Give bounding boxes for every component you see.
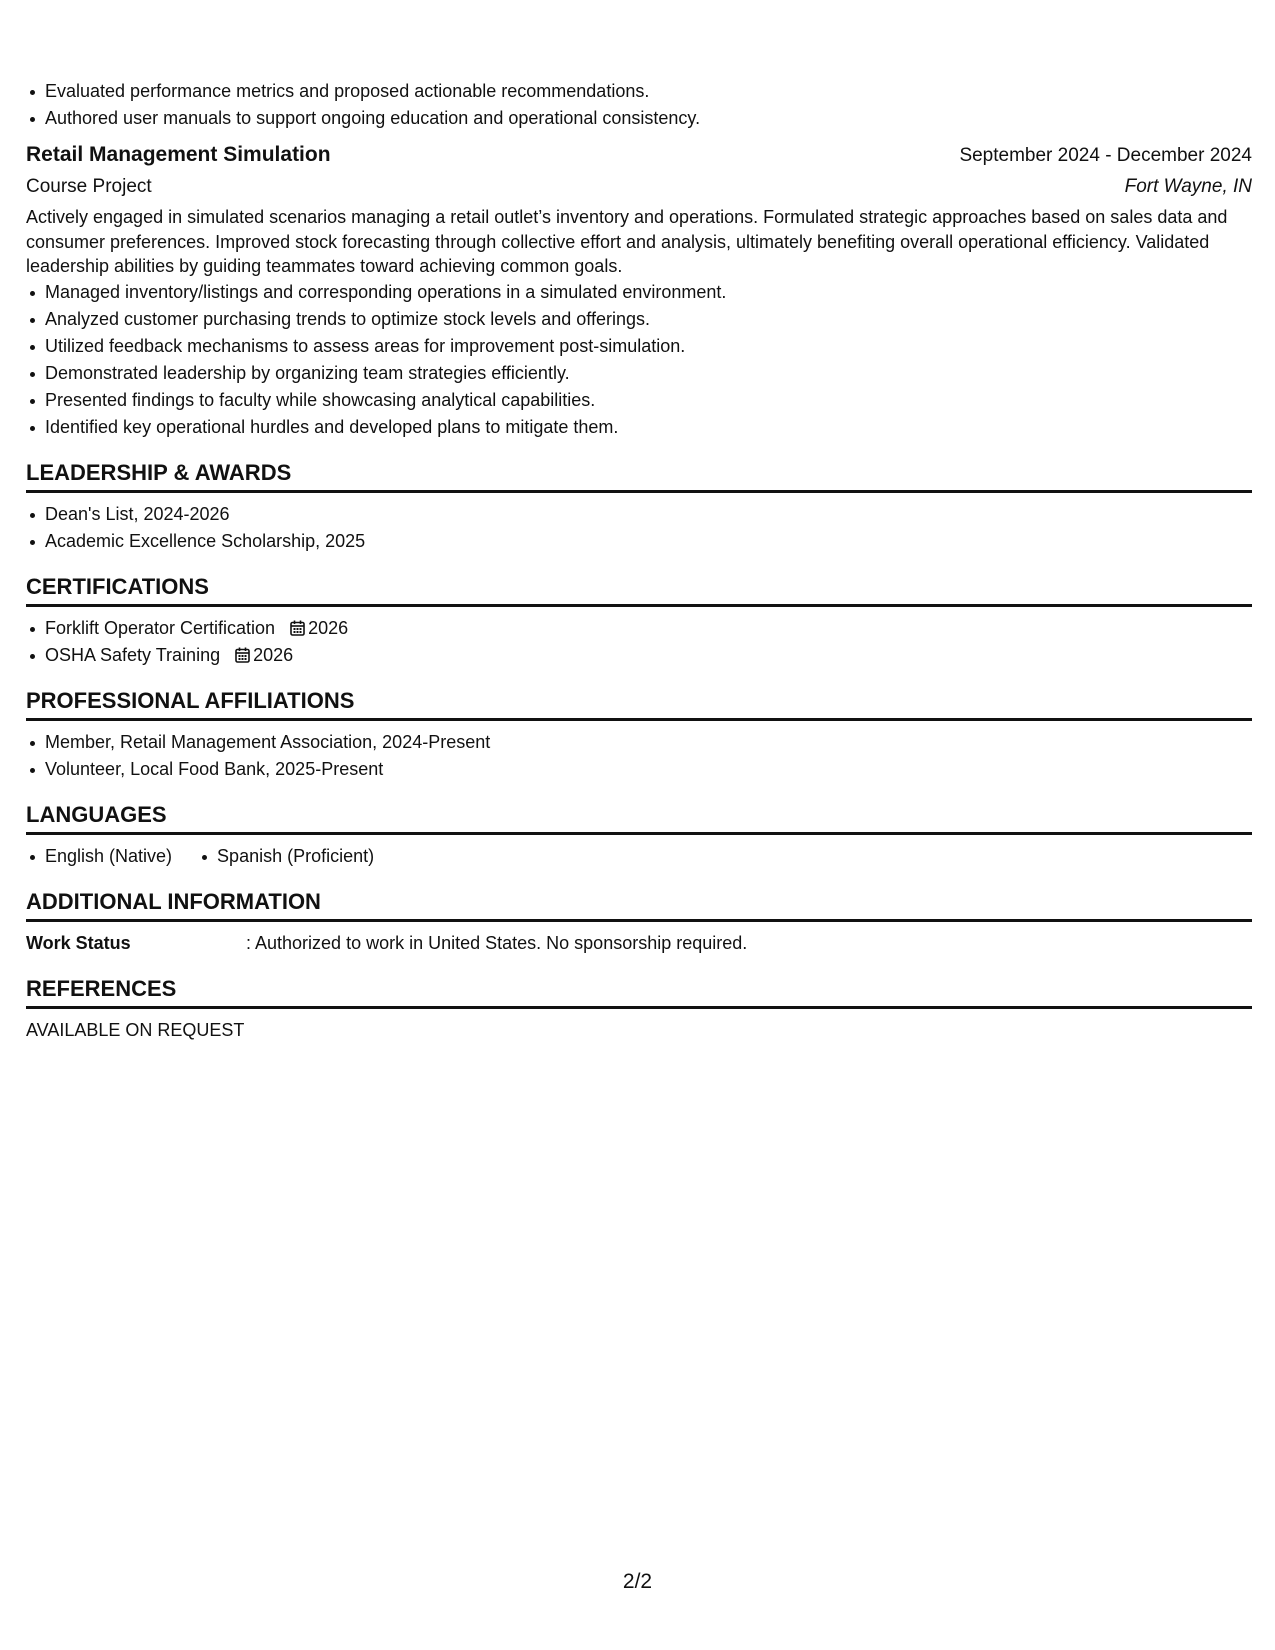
list-item: Utilized feedback mechanisms to assess areas for improvement post-simulation. bbox=[26, 333, 1252, 360]
list-item: Evaluated performance metrics and proposed actionable recommendations. bbox=[26, 78, 1252, 105]
references-text: AVAILABLE ON REQUEST bbox=[26, 1019, 245, 1040]
leadership-list bbox=[26, 501, 1252, 555]
project-subtitle: Course Project bbox=[26, 176, 152, 197]
section-header-additional-info bbox=[26, 887, 1252, 922]
certification-item bbox=[26, 615, 1252, 642]
certifications-list bbox=[26, 615, 1252, 669]
section-header-languages bbox=[26, 800, 1252, 835]
section-header-references bbox=[26, 974, 1252, 1009]
section-title: LEADERSHIP & AWARDS bbox=[26, 459, 292, 485]
calendar-icon bbox=[235, 647, 250, 663]
list-item: Analyzed customer purchasing trends to optimize stock levels and offerings. bbox=[26, 306, 1252, 333]
project-bullets bbox=[26, 279, 1252, 441]
section-title: REFERENCES bbox=[26, 975, 177, 1001]
list-item: Volunteer, Local Food Bank, 2025-Present bbox=[26, 756, 1252, 783]
list-item: Academic Excellence Scholarship, 2025 bbox=[26, 528, 1252, 555]
section-title: ADDITIONAL INFORMATION bbox=[26, 888, 321, 914]
languages-list bbox=[26, 843, 1252, 870]
section-header-affiliations bbox=[26, 686, 1252, 721]
affiliations-list bbox=[26, 729, 1252, 783]
section-header-leadership bbox=[26, 458, 1252, 493]
section-title: PROFESSIONAL AFFILIATIONS bbox=[26, 687, 355, 713]
certification-item bbox=[26, 642, 1252, 669]
project-location: Fort Wayne, IN bbox=[1124, 176, 1252, 197]
resume-page bbox=[26, 78, 1252, 1044]
list-item: Presented findings to faculty while showcasing analytical capabilities. bbox=[26, 387, 1252, 414]
certification-name: OSHA Safety Training bbox=[45, 644, 221, 665]
section-title: LANGUAGES bbox=[26, 801, 167, 827]
certification-year: 2026 bbox=[253, 644, 294, 665]
list-item: Dean's List, 2024-2026 bbox=[26, 501, 1252, 528]
experience-bullets bbox=[26, 78, 1252, 132]
list-item: Authored user manuals to support ongoing education and operational consistency. bbox=[26, 105, 1252, 132]
certification-year: 2026 bbox=[308, 617, 349, 638]
work-status-value: : Authorized to work in United States. No sponsorship required. bbox=[246, 932, 748, 953]
list-item: Demonstrated leadership by organizing team strategies efficiently. bbox=[26, 360, 1252, 387]
list-item: Managed inventory/listings and corresponding operations in a simulated environment. bbox=[26, 279, 1252, 306]
work-status-label: Work Status bbox=[26, 932, 131, 953]
section-header-certifications bbox=[26, 572, 1252, 607]
project-dates: September 2024 - December 2024 bbox=[959, 145, 1252, 166]
project-entry bbox=[26, 140, 1252, 441]
work-status-row bbox=[26, 930, 1252, 957]
calendar-icon bbox=[290, 620, 305, 636]
certification-name: Forklift Operator Certification bbox=[45, 617, 276, 638]
list-item: Identified key operational hurdles and developed plans to mitigate them. bbox=[26, 414, 1252, 441]
page-number: 2/2 bbox=[622, 1570, 653, 1593]
list-item: Member, Retail Management Association, 2024-Present bbox=[26, 729, 1252, 756]
language-item: English (Native) bbox=[26, 843, 172, 870]
language-item: Spanish (Proficient) bbox=[198, 843, 374, 870]
project-title: Retail Management Simulation bbox=[26, 143, 331, 166]
project-description: Actively engaged in simulated scenarios managing a retail outlet’s inventory and operations. Formulated strategic approaches based on sales data and consumer preferences. Improved stock forecasting through collective effort and analysis, ultimately benefiting overall operational efficiency. Validated leadership abilities by guiding teammates toward achieving common goals. bbox=[26, 207, 1228, 276]
section-title: CERTIFICATIONS bbox=[26, 573, 209, 599]
